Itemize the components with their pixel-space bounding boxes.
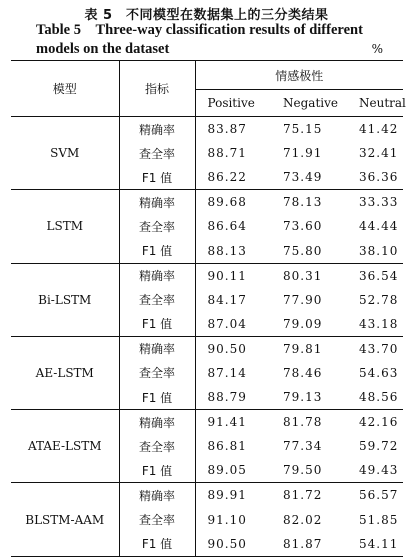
neutral-value: 43.18: [359, 316, 399, 331]
negative-value: 82.02: [283, 512, 323, 527]
metric-name: 查全率: [119, 141, 195, 165]
table-row: [11, 117, 403, 142]
neutral-value: 48.56: [359, 390, 399, 405]
metric-name: 精确率: [119, 336, 195, 361]
neutral-value: 51.85: [359, 512, 399, 527]
table-row: [11, 336, 403, 361]
neutral-value: 54.11: [359, 536, 399, 551]
metric-name: 精确率: [119, 263, 195, 288]
positive-value: 86.64: [207, 219, 247, 234]
model-name: Bi-LSTM: [11, 263, 119, 336]
table-body: [11, 117, 403, 557]
neutral-value: 36.36: [359, 170, 399, 185]
positive-value: 91.41: [207, 415, 247, 430]
results-table: [11, 60, 406, 557]
positive-value: 90.50: [207, 536, 247, 551]
negative-value: 81.72: [283, 488, 323, 503]
neutral-value: 59.72: [359, 439, 399, 454]
metric-name: F1 值: [119, 165, 195, 190]
table-row: [11, 263, 403, 288]
metric-name: 查全率: [119, 288, 195, 312]
table-title-english: Table 5 Three-way classification results of different models on the dataset: [36, 22, 363, 57]
unit-label: %: [371, 42, 383, 56]
metric-name: 查全率: [119, 508, 195, 532]
negative-value: 80.31: [283, 268, 323, 283]
header-sentiment-polarity: 情感极性: [195, 61, 403, 90]
metric-name: 查全率: [119, 214, 195, 238]
positive-value: 89.05: [207, 463, 247, 478]
neutral-value: 38.10: [359, 243, 399, 258]
metric-name: F1 值: [119, 238, 195, 263]
positive-value: 87.04: [207, 316, 247, 331]
neutral-value: 33.33: [359, 195, 399, 210]
metric-name: F1 值: [119, 532, 195, 557]
negative-value: 77.90: [283, 292, 323, 307]
metric-name: 精确率: [119, 410, 195, 435]
negative-value: 75.80: [283, 243, 323, 258]
negative-value: 71.91: [283, 146, 323, 161]
metric-name: 精确率: [119, 483, 195, 508]
negative-value: 73.49: [283, 170, 323, 185]
negative-value: 81.87: [283, 536, 323, 551]
neutral-value: 43.70: [359, 341, 399, 356]
metric-name: F1 值: [119, 312, 195, 337]
positive-value: 89.68: [207, 195, 247, 210]
negative-value: 81.78: [283, 415, 323, 430]
metric-name: F1 值: [119, 458, 195, 483]
positive-value: 84.17: [207, 292, 247, 307]
neutral-value: 54.63: [359, 365, 399, 380]
header-model: 模型: [11, 61, 119, 117]
table-title-chinese: 表 5 不同模型在数据集上的三分类结果: [84, 8, 329, 23]
metric-name: 精确率: [119, 190, 195, 215]
negative-value: 79.09: [283, 316, 323, 331]
positive-value: 88.71: [207, 146, 247, 161]
model-name: BLSTM-AAM: [11, 483, 119, 556]
positive-value: 87.14: [207, 365, 247, 380]
neutral-value: 52.78: [359, 292, 399, 307]
header-metric: 指标: [119, 61, 195, 117]
positive-value: 90.11: [207, 268, 247, 283]
model-name: ATAE-LSTM: [11, 410, 119, 483]
negative-value: 73.60: [283, 219, 323, 234]
table-row: [11, 190, 403, 215]
positive-value: 88.79: [207, 390, 247, 405]
negative-value: 78.46: [283, 365, 323, 380]
metric-name: 查全率: [119, 361, 195, 385]
negative-value: 75.15: [283, 122, 323, 137]
header-negative: Negative: [283, 96, 338, 110]
neutral-value: 49.43: [359, 463, 399, 478]
positive-value: 88.13: [207, 243, 247, 258]
header-positive: Positive: [207, 96, 255, 110]
metric-name: 精确率: [119, 117, 195, 142]
neutral-value: 41.42: [359, 122, 399, 137]
negative-value: 79.13: [283, 390, 323, 405]
positive-value: 90.50: [207, 341, 247, 356]
negative-value: 78.13: [283, 195, 323, 210]
negative-value: 79.81: [283, 341, 323, 356]
negative-value: 77.34: [283, 439, 323, 454]
neutral-value: 32.41: [359, 146, 399, 161]
model-name: SVM: [11, 117, 119, 190]
model-name: LSTM: [11, 190, 119, 263]
table-row: [11, 410, 403, 435]
metric-name: 查全率: [119, 434, 195, 458]
positive-value: 83.87: [207, 122, 247, 137]
neutral-value: 56.57: [359, 488, 399, 503]
table-row: [11, 483, 403, 508]
header-neutral: Neutral: [359, 96, 406, 110]
positive-value: 91.10: [207, 512, 247, 527]
positive-value: 89.91: [207, 488, 247, 503]
metric-name: F1 值: [119, 385, 195, 410]
positive-value: 86.81: [207, 439, 247, 454]
neutral-value: 42.16: [359, 415, 399, 430]
model-name: AE-LSTM: [11, 336, 119, 409]
neutral-value: 36.54: [359, 268, 399, 283]
neutral-value: 44.44: [359, 219, 399, 234]
positive-value: 86.22: [207, 170, 247, 185]
negative-value: 79.50: [283, 463, 323, 478]
